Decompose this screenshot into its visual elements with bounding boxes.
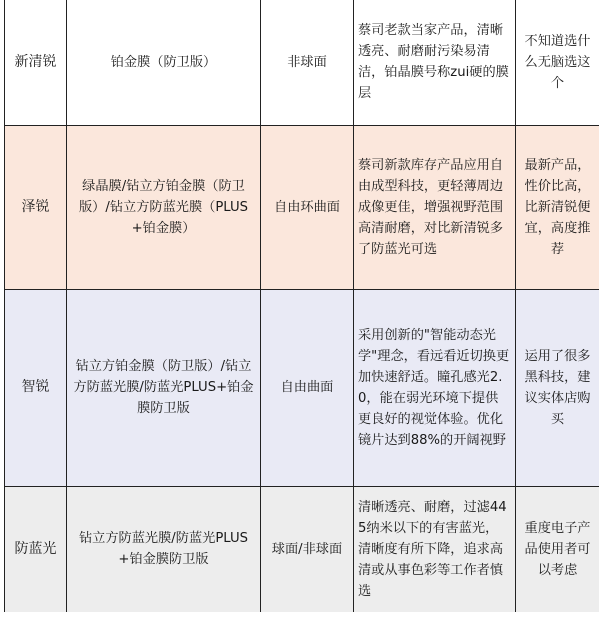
description-cell xyxy=(354,125,516,289)
description-text: 采用创新的"智能动态光学"理念，看远看近切换更加快速舒适。瞳孔感光2.0，能在弱光环境下提供更良好的视觉体验。优化镜片达到88%的开阔视野 xyxy=(358,327,510,448)
lens-name: 智锐 xyxy=(21,379,50,395)
coating-text: 钻立方防蓝光膜/防蓝光PLUS+铂金膜防卫版 xyxy=(79,531,248,568)
recommendation-text: 重度电子产品使用者可以考虑 xyxy=(524,520,591,578)
lens-name: 新清锐 xyxy=(14,53,57,70)
coating-text: 绿晶膜/钻立方铂金膜（防卫版）/钻立方防蓝光膜（PLUS+铂金膜） xyxy=(79,178,248,236)
coating-text: 铂金膜（防卫版） xyxy=(110,54,217,70)
recommendation-text: 最新产品，性价比高，比新清锐便宜，高度推荐 xyxy=(524,157,591,257)
recommendation-cell xyxy=(516,289,600,486)
comparison-sheet xyxy=(4,0,599,612)
description-cell xyxy=(354,289,516,486)
coating-cell xyxy=(67,0,261,125)
coating-cell xyxy=(67,486,261,612)
recommendation-text: 运用了很多黑科技，建议实体店购买 xyxy=(524,348,591,427)
recommendation-cell xyxy=(516,486,600,612)
table-row xyxy=(5,125,600,289)
surface-cell xyxy=(261,125,354,289)
lens-name-cell xyxy=(5,125,67,289)
surface-cell xyxy=(261,0,354,125)
table-row xyxy=(5,0,600,125)
coating-text: 钻立方铂金膜（防卫版）/钻立方防蓝光膜/防蓝光PLUS+铂金膜防卫版 xyxy=(73,359,254,416)
lens-name-cell xyxy=(5,486,67,612)
recommendation-cell xyxy=(516,0,600,125)
surface-cell xyxy=(261,289,354,486)
surface-cell xyxy=(261,486,354,612)
surface-text: 自由曲面 xyxy=(280,380,334,395)
lens-name: 泽锐 xyxy=(21,198,50,215)
description-text: 蔡司老款当家产品，清晰透亮、耐磨耐污染易清洁，铂晶膜号称zui硬的膜层 xyxy=(358,23,509,102)
description-cell xyxy=(354,486,516,612)
coating-cell xyxy=(67,289,261,486)
lens-name-cell xyxy=(5,0,67,125)
recommendation-text: 不知道选什么无脑选这个 xyxy=(524,33,591,91)
surface-text: 球面/非球面 xyxy=(271,541,343,557)
recommendation-cell xyxy=(516,125,600,289)
description-text: 清晰透亮、耐磨，过滤445纳米以下的有害蓝光，清晰度有所下降，追求高清或从事色彩等工作者慎选 xyxy=(358,499,507,599)
coating-cell xyxy=(67,125,261,289)
lens-name: 防蓝光 xyxy=(14,540,57,557)
description-cell xyxy=(354,0,516,125)
lens-comparison-table xyxy=(4,0,599,612)
lens-name-cell xyxy=(5,289,67,486)
table-row xyxy=(5,486,600,612)
table-row xyxy=(5,289,600,486)
surface-text: 自由环曲面 xyxy=(274,199,340,215)
description-text: 蔡司新款库存产品应用自由成型科技，更轻薄周边成像更佳，增强视野范围高清耐磨，对比新清锐多了防蓝光可选 xyxy=(358,157,504,257)
surface-text: 非球面 xyxy=(287,54,327,70)
